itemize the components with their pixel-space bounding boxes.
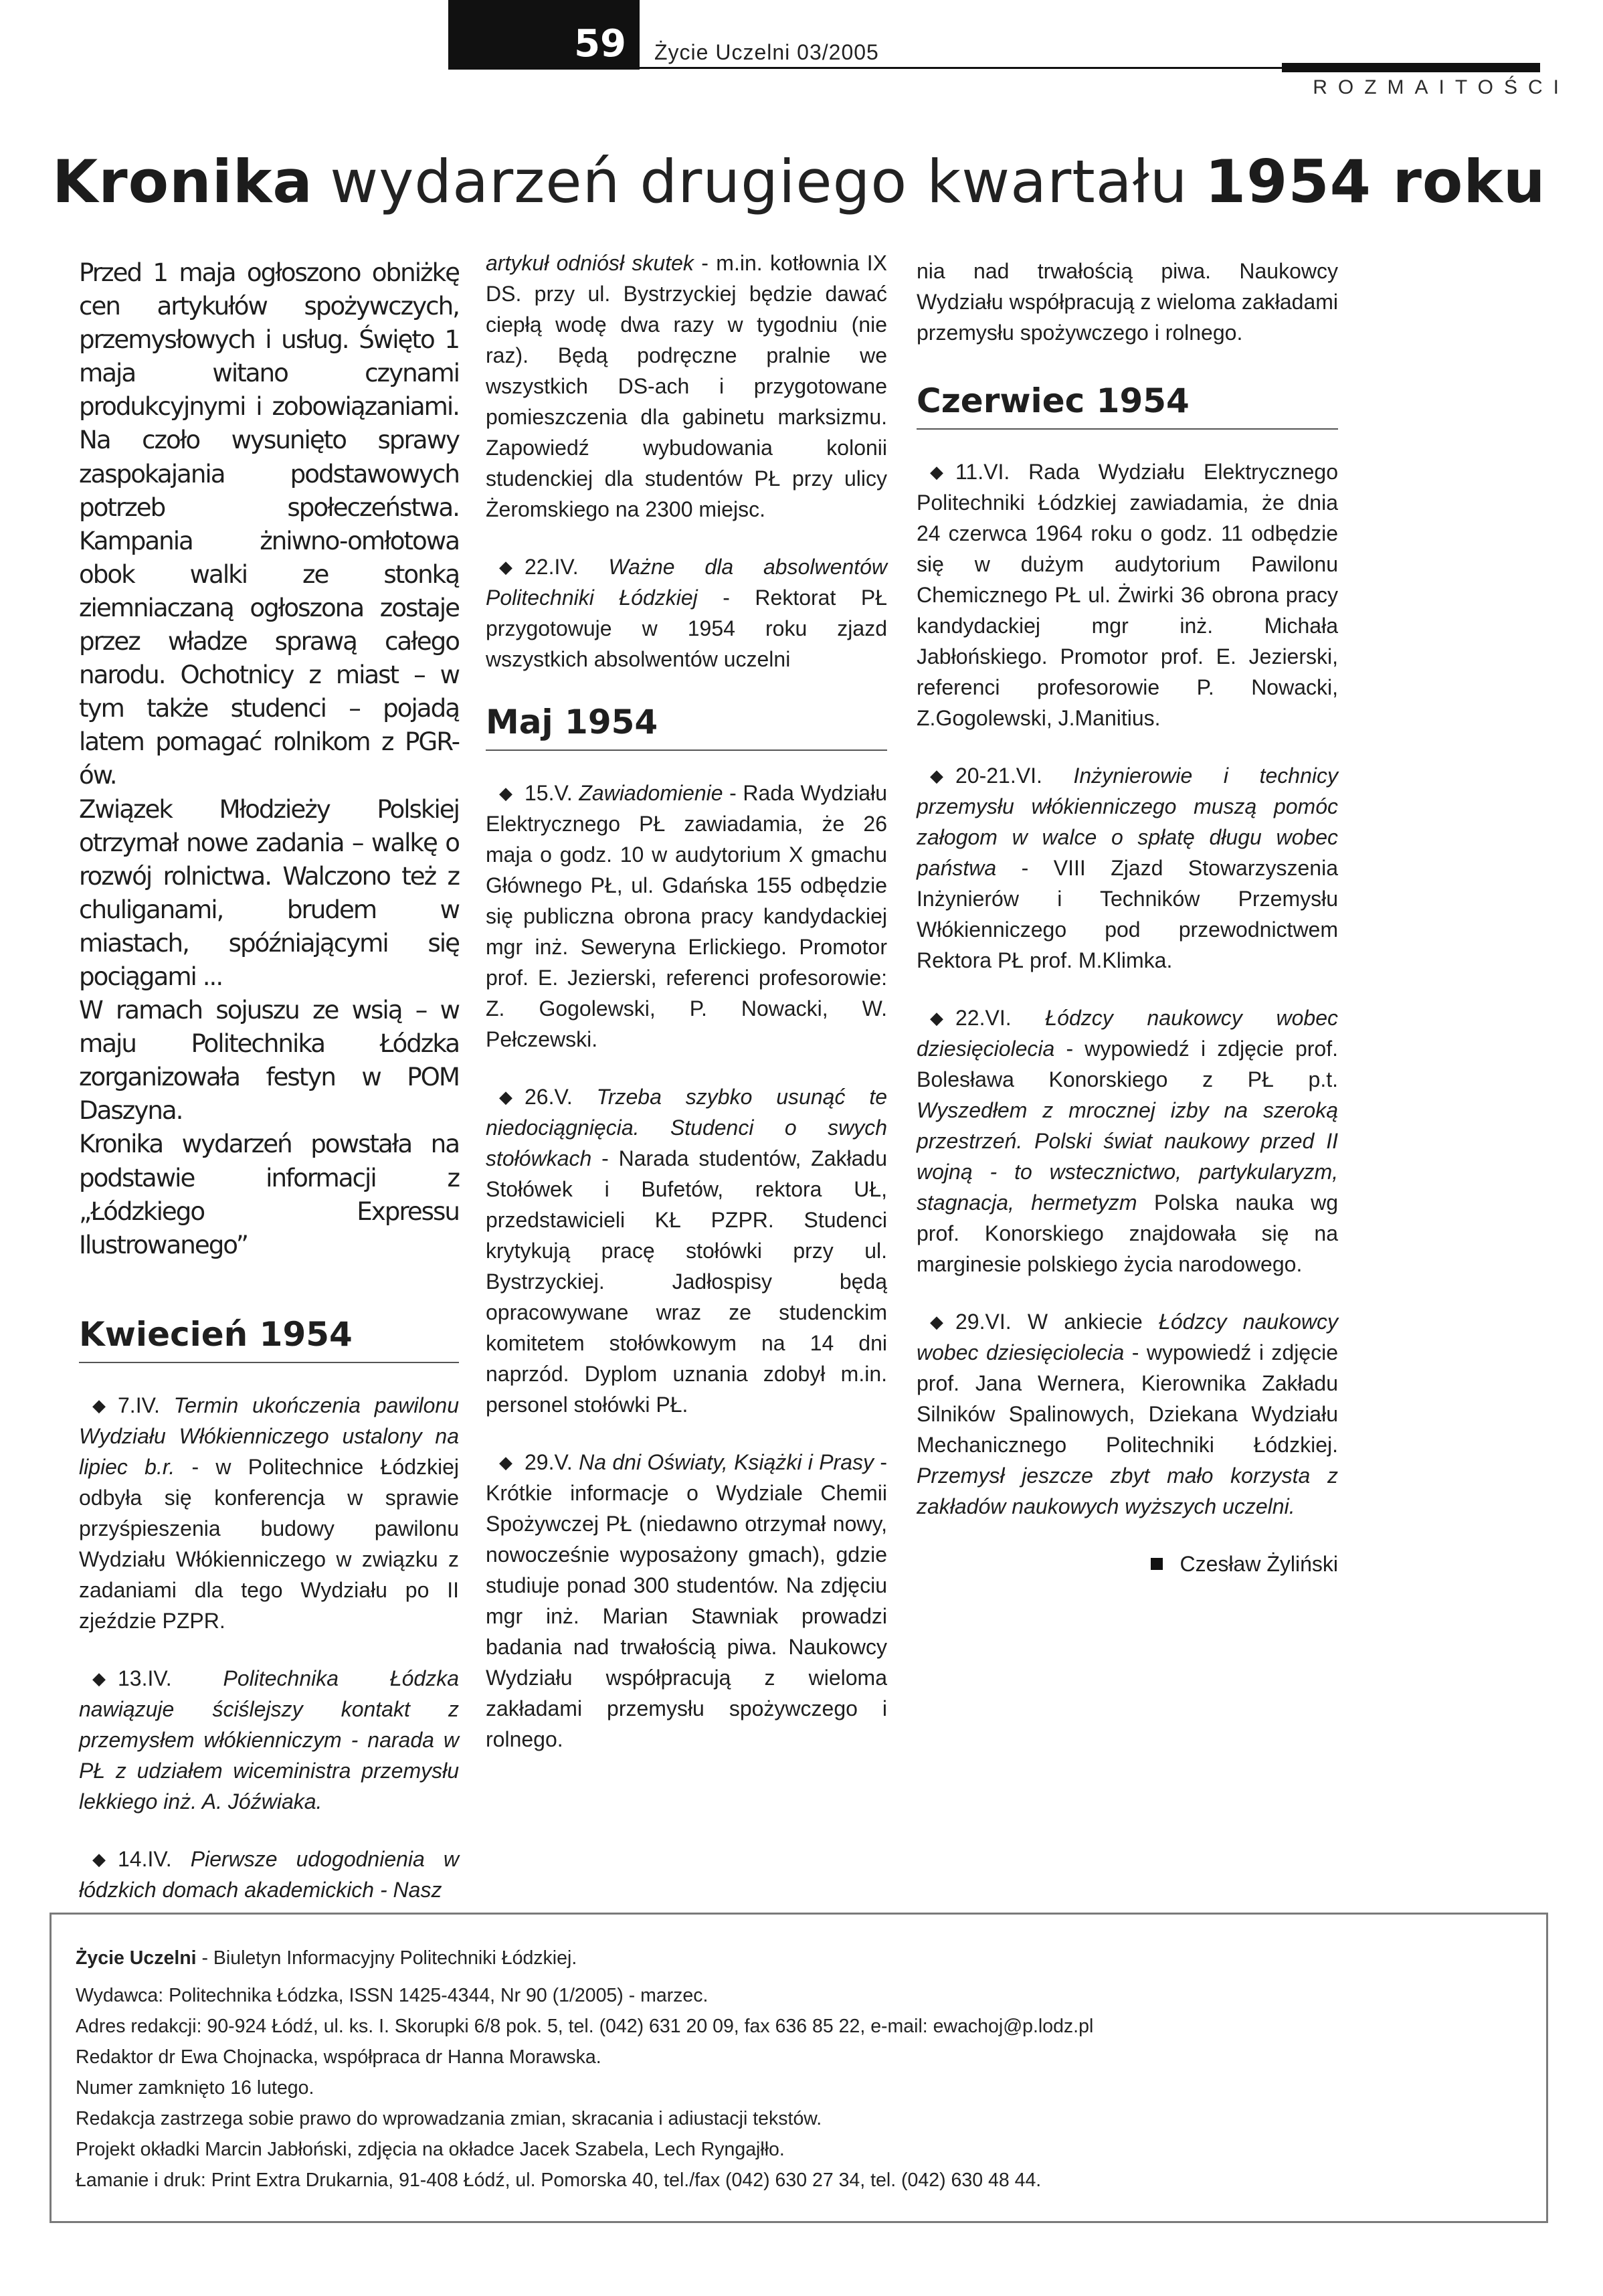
bullet-icon: ◆ — [499, 557, 512, 577]
author-signature: Czesław Żyliński — [917, 1549, 1338, 1579]
title-kronika: Kronika — [52, 147, 313, 216]
column-3 — [917, 256, 1338, 1888]
colophon-line: Projekt okładki Marcin Jabłoński, zdjęcia na okładce Jacek Szabela, Lech Ryngajłło. — [76, 2139, 785, 2160]
entry-14-iv: ◆ 14.IV. Pierwsze udogodnienia w łódzkich domach akademickich - Nasz — [79, 1844, 459, 1905]
entry-14-iv-continued: artykuł odniósł skutek - m.in. kotłownia IX DS. przy ul. Bystrzyckiej będzie dawać ciepłą wodę dwa razy w tygodniu (nie raz). Będą podręczne pralnie we wszystkich DS-ach i przygotowane pomieszczenia dla gabinetu marksizmu. Zapowiedź wybudowania kolonii studenckiej dla studentów PŁ przy ulicy Żeromskiego na 2300 miejsc. — [486, 251, 888, 521]
bullet-icon: ◆ — [92, 1848, 106, 1869]
colophon-box — [50, 1913, 1548, 2223]
bullet-icon: ◆ — [930, 766, 943, 786]
colophon-title: Życie Uczelni - Biuletyn Informacyjny Politechniki Łódzkiej. — [76, 1947, 577, 1969]
intro-paragraph: Przed 1 maja ogłoszono obniżkę cen artykułów spożywczych, przemysłowych i usług. Święto 1 maja witano czynami produkcyjnymi i zobowiązaniami. Na czoło wysunięto sprawy zaspokajania podstawowych potrzeb społeczeństwa. Kampania żniwno-omłotowa obok walki ze stonką ziemniaczaną ogłoszona zostaje przez władze sprawą całego narodu. Ochotnicy z miast – w tym także studenci – pojadą latem pomagać rolnikom z PGR-ów. — [79, 258, 459, 790]
bullet-icon: ◆ — [930, 462, 943, 482]
entry-15-v: ◆ 15.V. Zawiadomienie - Rada Wydziału Elektrycznego PŁ zawiadamia, że 26 maja o godz. 10 w audytorium X gmachu Głównego PŁ, ul. Gdańska 155 odbędzie się publiczna obrona pracy kandydackiej mgr inż. Seweryna Erlickiego. Promotor prof. E. Jezierski, referenci profesorowie: Z. Gogolewski, P. Nowacki, W. Pełczewski. — [486, 778, 887, 1055]
intro-paragraph: Kronika wydarzeń powstała na podstawie informacji z „Łódzkiego Expressu Ilustrowanego” — [79, 1129, 459, 1259]
page-title — [52, 142, 1564, 222]
heading-april: Kwiecień 1954 — [79, 1314, 459, 1363]
intro-text — [79, 256, 459, 1261]
title-middle: wydarzeń drugiego kwartału — [330, 147, 1188, 216]
intro-paragraph: Związek Młodzieży Polskiej otrzymał nowe zadania – walkę o rozwój rolnictwa. Walczono też z chuliganami, brudem w miastach, spóźniającymi się pociągami ... — [79, 794, 459, 991]
entry-26-v: ◆ 26.V. Trzeba szybko usunąć te niedociągnięcia. Studenci o swych stołówkach - Narada studentów, Zakładu Stołówek i Bufetów, rektora UŁ, przedstawicieli KŁ PZPR. Studenci krytykują pracę stołówki przy ul. Bystrzyckiej. Jadłospisy będą opracowywane wraz ze studenckim komitetem stołówkowym na 14 dni naprzód. Dyplom uznania zdobył m.in. personel stołówki PŁ. — [486, 1081, 887, 1420]
colophon-line: Wydawca: Politechnika Łódzka, ISSN 1425-4344, Nr 90 (1/2005) - marzec. — [76, 1985, 709, 2006]
entry-29-v: ◆ 29.V. Na dni Oświaty, Książki i Prasy - Krótkie informacje o Wydziale Chemii Spożywczej PŁ (niedawno otrzymał nowy, nowocześnie wyposażony gmach), gdzie studiuje ponad 300 studentów. Na zdjęciu mgr inż. Marian Stawniak prowadzi badania nad trwałością piwa. Naukowcy Wydziału współpracują z wieloma zakładami przemysłu spożywczego i rolnego. — [486, 1447, 887, 1755]
square-bullet-icon — [1151, 1558, 1163, 1570]
colophon-line: Numer zamknięto 16 lutego. — [76, 2077, 314, 2099]
entry-june-20-21vi: ◆ 20-21.VI. Inżynierowie i technicy przemysłu włókienniczego muszą pomóc załogom w walce o spłatę długu wobec państwa - VIII Zjazd Stowarzyszenia Inżynierów i Techników Przemysłu Włókienniczego pod przewodnictwem Rektora PŁ prof. M.Klimka. — [917, 760, 1338, 976]
colophon-line: Adres redakcji: 90-924 Łódź, ul. ks. I. Skorupki 6/8 pok. 5, tel. (042) 631 20 09, fax 636 85 22, e-mail: ewachoj@p.lodz.pl — [76, 2016, 1094, 2037]
heading-june: Czerwiec 1954 — [917, 380, 1338, 430]
colophon-line: Redakcja zastrzega sobie prawo do wprowadzania zmian, skracania i adiustacji tekstów. — [76, 2108, 822, 2129]
title-year: 1954 roku — [1204, 147, 1546, 216]
entry-13-iv: ◆ 13.IV. Politechnika Łódzka nawiązuje ściślejszy kontakt z przemysłem włókienniczym - narada w PŁ z udziałem wiceministra przemysłu lekkiego inż. A. Jóźwiaka. — [79, 1663, 459, 1817]
bullet-icon: ◆ — [499, 1087, 512, 1107]
entry-june-29vi: ◆ 29.VI. W ankiecie Łódzcy naukowcy wobec dziesięciolecia - wypowiedź i zdjęcie prof. Jana Wernera, Kierownika Zakładu Silników Spalinowych, Dziekana Wydziału Mechanicznego Politechniki Łódzkiej. Przemysł jeszcze zbyt mało korzysta z zakładów naukowych wyższych uczelni. — [917, 1306, 1338, 1522]
colophon-line: Redaktor dr Ewa Chojnacka, współpraca dr Hanna Morawska. — [76, 2046, 601, 2068]
bullet-icon: ◆ — [499, 783, 512, 803]
entry-22-iv: ◆ 22.IV. Ważne dla absolwentów Politechniki Łódzkiej - Rektorat PŁ przygotowuje w 1954 roku zjazd wszystkich absolwentów uczelni — [486, 551, 887, 675]
bullet-icon: ◆ — [499, 1452, 512, 1472]
column-2 — [486, 251, 888, 1888]
entry-june-22vi: ◆ 22.VI. Łódzcy naukowcy wobec dziesięciolecia - wypowiedź i zdjęcie prof. Bolesława Konorskiego z PŁ p.t. Wyszedłem z mrocznej izby na szeroką przestrzeń. Polski świat naukowy przed II wojną - to wstecznictwo, partykularyzm, stagnacja, hermetyzm Polska nauka wg prof. Konorskiego znajdowała się na marginesie polskiego życia narodowego. — [917, 1002, 1338, 1279]
colophon-line: Łamanie i druk: Print Extra Drukarnia, 91-408 Łódź, ul. Pomorska 40, tel./fax (042) 630 27 34, tel. (042) 630 48 44. — [76, 2170, 1042, 2191]
entry-7-iv: ◆ 7.IV. Termin ukończenia pawilonu Wydziału Włókienniczego ustalony na lipiec b.r. - w Politechnice Łódzkiej odbyła się konferencja w sprawie przyśpieszenia budowy pawilonu Wydziału Włókienniczego w związku z zadaniami dla tego Wydziału po II zjeździe PZPR. — [79, 1390, 459, 1636]
section-bar — [1282, 63, 1540, 72]
intro-paragraph: W ramach sojuszu ze wsią – w maju Politechnika Łódzka zorganizowała festyn w POM Daszyna. — [79, 995, 459, 1126]
entry-june-11vi: ◆ 11.VI. Rada Wydziału Elektrycznego Politechniki Łódzkiej zawiadamia, że dnia 24 czerwca 1964 roku o godz. 11 odbędzie się w dużym audytorium Pawilonu Chemicznego PŁ ul. Żwirki 36 obrona pracy kandydackiej mgr inż. Michała Jabłońskiego. Promotor prof. E. Jezierski, referenci profesorowie P. Nowacki, Z.Gogolewski, J.Manitius. — [917, 456, 1338, 733]
bullet-icon: ◆ — [930, 1312, 943, 1332]
entry-29-v-continued: nia nad trwałością piwa. Naukowcy Wydziału współpracują z wieloma zakładami przemysłu spożywczego i rolnego. — [917, 259, 1338, 345]
bullet-icon: ◆ — [92, 1395, 106, 1415]
publication-issue: Życie Uczelni 03/2005 — [654, 40, 879, 64]
heading-may: Maj 1954 — [486, 701, 887, 751]
bullet-icon: ◆ — [930, 1008, 943, 1028]
section-label: ROZMAITOŚCI — [1313, 76, 1570, 98]
bullet-icon: ◆ — [92, 1668, 106, 1688]
column-1 — [79, 256, 460, 1902]
page-number: 59 — [448, 0, 640, 70]
